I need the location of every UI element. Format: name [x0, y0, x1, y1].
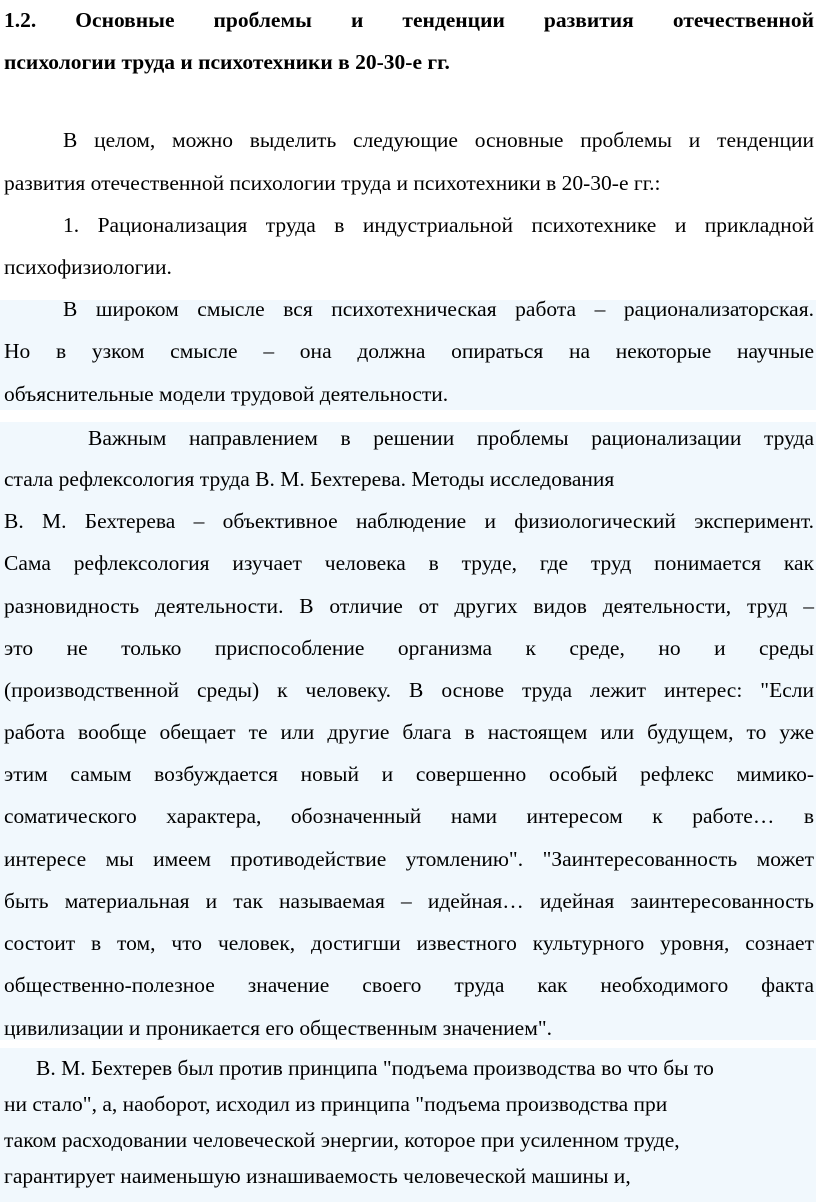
paragraph-line: цивилизации и проникается его общественным значением".: [4, 1016, 552, 1040]
paragraph-line: стала рефлексология труда В. М. Бехтерева. Методы исследования: [4, 467, 615, 491]
paragraph-line: Сама рефлексология изучает человека в труде, где труд понимается как: [4, 551, 814, 575]
paragraph-line: этим самым возбуждается новый и совершенно особый рефлекс мимико-: [4, 762, 814, 786]
paragraph-line: общественно-полезное значение своего труда как необходимого факта: [4, 973, 814, 997]
paragraph-line: Важным направлением в решении проблемы рационализации труда: [88, 426, 814, 450]
paragraph-line: гарантирует наименьшую изнашиваемость человеческой машины и,: [4, 1164, 631, 1188]
paragraph-line: В широком смысле вся психотехническая работа – рационализаторская.: [63, 297, 814, 321]
paragraph-line: состоит в том, что человек, достигши известного культурного уровня, сознает: [4, 931, 814, 955]
paragraph-line: соматического характера, обозначенный нами интересом к работе… в: [4, 804, 814, 828]
paragraph-line: В. М. Бехтерев был против принципа "подъема производства во что бы то: [36, 1056, 714, 1080]
paragraph-line: психофизиологии.: [4, 255, 172, 279]
paragraph-line: работа вообще обещает те или другие блага в настоящем или будущем, то уже: [4, 720, 814, 744]
paragraph-line: быть материальная и так называемая – идейная… идейная заинтересованность: [4, 889, 814, 913]
paragraph-line: (производственной среды) к человеку. В основе труда лежит интерес: "Если: [4, 678, 814, 702]
paragraph-line: таком расходовании человеческой энергии, которое при усиленном труде,: [4, 1128, 680, 1152]
paragraph-line: разновидность деятельности. В отличие от других видов деятельности, труд –: [4, 594, 814, 618]
paragraph-line: это не только приспособление организма к среде, но и среды: [4, 636, 814, 660]
section-heading-line-1: 1.2. Основные проблемы и тенденции развития отечественной: [4, 8, 814, 32]
paragraph-line: развития отечественной психологии труда и психотехники в 20-30-е гг.:: [4, 171, 661, 195]
paragraph-line: В. М. Бехтерева – объективное наблюдение и физиологический эксперимент.: [4, 509, 814, 533]
paragraph-line: объяснительные модели трудовой деятельности.: [4, 382, 449, 406]
paragraph-line: В целом, можно выделить следующие основные проблемы и тенденции: [63, 128, 814, 152]
paragraph-line: Но в узком смысле – она должна опираться на некоторые научные: [4, 339, 814, 363]
section-heading-line-2: психологии труда и психотехники в 20-30-е гг.: [4, 50, 450, 74]
paragraph-line: 1. Рационализация труда в индустриальной психотехнике и прикладной: [63, 213, 814, 237]
paragraph-line: интересе мы имеем противодействие утомлению". "Заинтересованность может: [4, 847, 814, 871]
paragraph-line: ни стало", а, наоборот, исходил из принципа "подъема производства при: [4, 1092, 668, 1116]
